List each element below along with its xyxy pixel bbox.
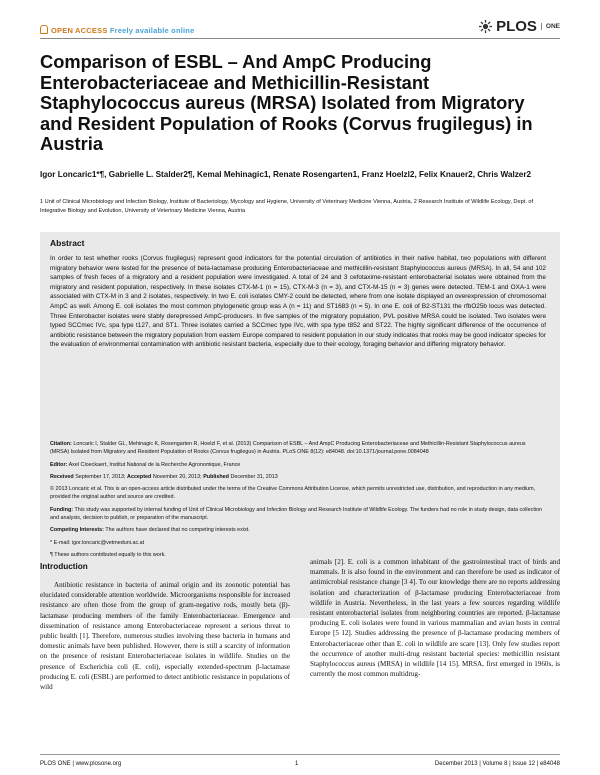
page-number: 1: [295, 761, 299, 767]
email-link[interactable]: * E-mail: igor.loncaric@vetmeduni.ac.at: [50, 539, 145, 546]
footer-journal[interactable]: PLOS ONE | www.plosone.org: [40, 761, 122, 767]
citation: Citation: Loncaric I, Stalder GL, Mehinagic K, Rosengarten R, Hoelzl F, et al. (2013) Comparison of ESBL – And AmpC Producing Enterobacteriaceae and Methicillin-Resistant Staphylococcus aureus (MRSA) Isolated from Migratory and Resident Population of Rooks (Corvus frugilegus) in Austria. PLoS ONE 8(12): e84048. doi:10.1371/journal.pone.0084048: [50, 441, 526, 456]
article-metadata: [50, 440, 546, 563]
abstract-text: In order to test whether rooks (Corvus frugilegus) represent good indicators for the potential circulation of antibiotics in their native habitat, two populations with different migratory behavior were tested for the presence of beta-lactamase producing Enterobacteriaceae and methicillin-resistant Staphylococcus aureus (MRSA). In all, 54 and 102 samples of fresh feces of a migratory and a resident population were investigated. A total of 24 and 3 cefotaxime-resistant enterobacterial isolates were obtained from the migratory and resident population, respectively. In these isolates CTX-M-1 (n = 15), CTX-M-3 (n = 3), and CTX-M-15 (n = 3) genes were detected. TEM-1 and OXA-1 were associated with CTX-M in 3 and 2 isolates, respectively. In two E. coli isolates CMY-2 could be detected, where from one isolate displayed an overexpression of chromosomal AmpC as well. Among E. coli isolates the most common phylogenetic group was A (n = 11) and ST1683 (n = 5). In one E. coli of B2-ST131 the rfbO25b locus was detected. Three Enterobacter isolates were stably derepressed AmpC-producers. In five samples of the migratory population, PVL positive MRSA could be isolated. Two isolates were typed SCCmec IVc, spa type t127, and ST1. Three isolates carried a SCCmec type IVc, with spa type t852 and ST22. The highly significant difference of the occurrence of antibiotic resistance between the migratory population from eastern Europe compared to resident population in our study indicates that rooks may be good indicator species for the evaluation of environmental contamination with antibiotic resistant bacteria, especially due to their ecology, foraging behavior and differing migratory behavior.: [50, 255, 546, 349]
article-title: Comparison of ESBL – And AmpC Producing Enterobacteriaceae and Methicillin-Resistant Staphylococcus aureus (MRSA) Isolated from Migratory and Resident Population of Rooks (Corvus frugilegus) in Austria: [40, 51, 533, 154]
body-column-right: animals [2]. E. coli is a common inhabitant of the gastrointestinal tract of birds and mammals. It is also found in the environment and can therefore be used as indicator of antimicrobial resistance change [3 4]. To our knowledge there are no reports addressing isolation and characterization of β-lactamase producing Enterobacteriaceae from wildlife in Austria. Nevertheless, in the last years a few sources regarding wildlife resistant enterobacterial isolates from neighboring countries are reported. β-lactamase producing E. coli isolates were found in various mammalian and avian hosts in central Europe [5 12]. Studies addressing the presence of β-lactamase producing members of Enterobacteriaceae other than E. coli in wildlife are scare [13]. Only few studies report the occurrence of another multi-drug resistant bacterial species: methicillin resistant Staphylococcus aureus (MRSA) in wildlife [14 15]. MRSA, first emerged in 1960s, is currently the most common multidrug-: [310, 558, 560, 679]
plos-one-label: ONE: [541, 23, 560, 30]
affiliations: 1 Unit of Clinical Microbiology and Infection Biology, Institute of Bacteriology, Mycology and Hygiene, University of Veterinary Medicine Vienna, Austria, 2 Research Institute of Wildlife Ecology, Dept. of Integrative Biology and Evolution, University of Veterinary Medicine Vienna, Austria: [40, 199, 534, 214]
plos-logo[interactable]: [479, 18, 560, 35]
competing-interests: Competing Interests: The authors have declared that no competing interests exist.: [50, 527, 250, 534]
open-lock-icon: [40, 25, 48, 34]
footer-rule: [40, 754, 560, 755]
editor: Editor: Axel Cloeckaert, Institut National de la Recherche Agronomique, France: [50, 461, 241, 468]
plos-brand: PLOS: [496, 18, 537, 35]
equal-contribution: ¶ These authors contributed equally to this work.: [50, 551, 166, 558]
journal-header: [0, 14, 600, 36]
plos-sun-icon: [479, 20, 492, 33]
dates: Received September 17, 2013; Accepted November 20, 2013; Published December 31, 2013: [50, 473, 278, 480]
copyright: © 2013 Loncaric et al. This is an open-access article distributed under the terms of the Creative Commons Attribution License, which permits unrestricted use, distribution, and reproduction in any medium, provided the original author and source are credited.: [50, 486, 536, 501]
header-rule: [40, 38, 560, 39]
author-list: Igor Loncaric1*¶, Gabrielle L. Stalder2¶, Kemal Mehinagic1, Renate Rosengarten1, Franz Hoelzl2, Felix Knauer2, Chris Walzer2: [40, 170, 532, 179]
funding: Funding: This study was supported by internal funding of Unit of Clinical Microbiology and Infection Biology and Research Institute of Wildlife Ecology. The funders had no role in study design, data collection and analysis, decision to publish, or preparation of the manuscript.: [50, 506, 543, 522]
freely-available-text: Freely available online: [109, 26, 195, 35]
introduction-heading: Introduction: [40, 562, 88, 571]
footer-issue: December 2013 | Volume 8 | Issue 12 | e84048: [434, 761, 560, 767]
body-column-left: Antibiotic resistance in bacteria of animal origin and its zoonotic potential has elucidated considerable attention worldwide. Microorganisms responsible for increased resistance are often those from the group of gram-negative rods, mostly beta (β)-lactamase producing members of the family Enterobacteriaceae. Emergence and dissemination of resistance among Enterobacteriaceae represent a serious threat to public health [1]. Therefore, numerous studies involving these bacteria in humans and domestic animals have been published. However, there is still a scarcity of information on the presence of resistant Enterobacteriaceae isolates in wildlife. Studies on the presence of Escherichia coli (E. coli), especially extended-spectrum β-lactamase producing E. coli (ESBL) are performed to detect antibiotic resistance in populations of wild: [40, 581, 290, 692]
open-access-text: OPEN ACCESS: [51, 26, 108, 35]
open-access-label: [40, 25, 194, 35]
abstract-heading: Abstract: [50, 238, 85, 248]
